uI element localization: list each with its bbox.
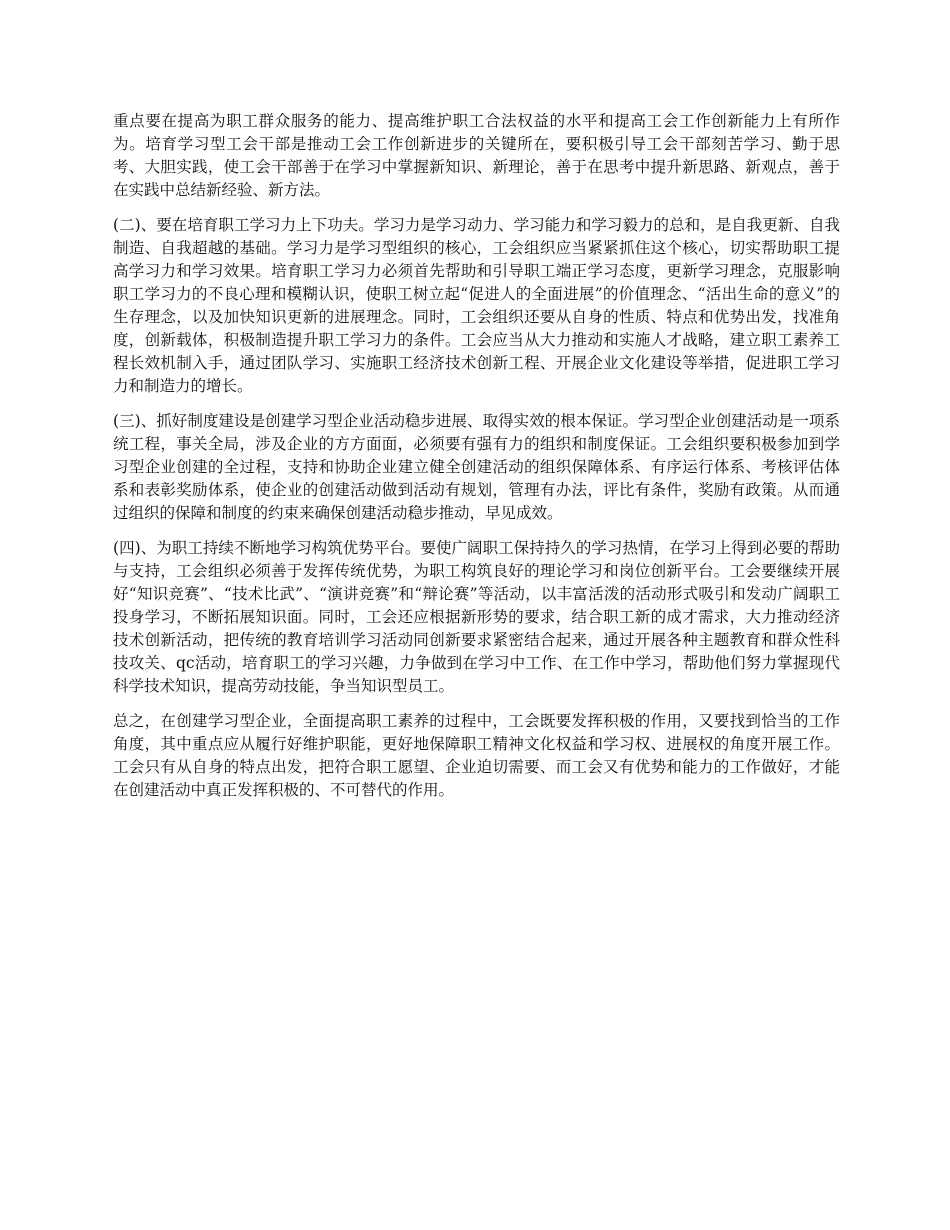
paragraph-conclusion: 总之，在创建学习型企业，全面提高职工素养的过程中，工会既要发挥积极的作用，又要找到恰当的工作角度，其中重点应从履行好维护职能，更好地保障职工精神文化权益和学习权、进展权的角度开展工作。工会只有从自身的特点出发，把符合职工愿望、企业迫切需要、而工会又有优势和能力的工作做好，才能在创建活动中真正发挥积极的、不可替代的作用。 [113, 712, 840, 799]
paragraph-section-4: (四)、为职工持续不断地学习构筑优势平台。要使广阔职工保持持久的学习热情，在学习上得到必要的帮助与支持，工会组织必须善于发挥传统优势，为职工构筑良好的理论学习和岗位创新平台。工会要继续开展好“知识竞赛”、“技术比武”、“演讲竞赛”和“辩论赛”等活动，以丰富活泼的活动形式吸引和发动广阔职工投身学习，不断拓展知识面。同时，工会还应根据新形势的要求，结合职工新的成才需求，大力推动经济技术创新活动，把传统的教育培训学习活动同创新要求紧密结合起来，通过开展各种主题教育和群众性科技攻关、qc活动，培育职工的学习兴趣，力争做到在学习中工作、在工作中学习，帮助他们努力掌握现代科学技术知识，提高劳动技能，争当知识型员工。 [113, 539, 840, 695]
paragraph-section-2: (二)、要在培育职工学习力上下功夫。学习力是学习动力、学习能力和学习毅力的总和，是自我更新、自我制造、自我超越的基础。学习力是学习型组织的核心，工会组织应当紧紧抓住这个核心，切实帮助职工提高学习力和学习效果。培育职工学习力必须首先帮助和引导职工端正学习态度，更新学习理念，克服影响职工学习力的不良心理和模糊认识，使职工树立起“促进人的全面进展”的价值理念、“活出生命的意义”的生存理念，以及加快知识更新的进展理念。同时，工会组织还要从自身的性质、特点和优势出发，找准角度，创新载体，积极制造提升职工学习力的条件。工会应当从大力推动和实施人才战略，建立职工素养工程长效机制入手，通过团队学习、实施职工经济技术创新工程、开展企业文化建设等举措，促进职工学习力和制造力的增长。 [113, 216, 840, 395]
paragraph-section-3: (三)、抓好制度建设是创建学习型企业活动稳步进展、取得实效的根本保证。学习型企业创建活动是一项系统工程，事关全局，涉及企业的方方面面，必须要有强有力的组织和制度保证。工会组织要积极参加到学习型企业创建的全过程，支持和协助企业建立健全创建活动的组织保障体系、有序运行体系、考核评估体系和表彰奖励体系，使企业的创建活动做到活动有规划，管理有办法，评比有条件，奖励有政策。从而通过组织的保障和制度的约束来确保创建活动稳步推动，早见成效。 [113, 412, 840, 522]
document-body [113, 110, 840, 814]
paragraph-intro: 重点要在提高为职工群众服务的能力、提高维护职工合法权益的水平和提高工会工作创新能力上有所作为。培育学习型工会干部是推动工会工作创新进步的关键所在，要积极引导工会干部刻苦学习、勤于思考、大胆实践，使工会干部善于在学习中掌握新知识、新理论，善于在思考中提升新思路、新观点，善于在实践中总结新经验、新方法。 [113, 112, 840, 199]
